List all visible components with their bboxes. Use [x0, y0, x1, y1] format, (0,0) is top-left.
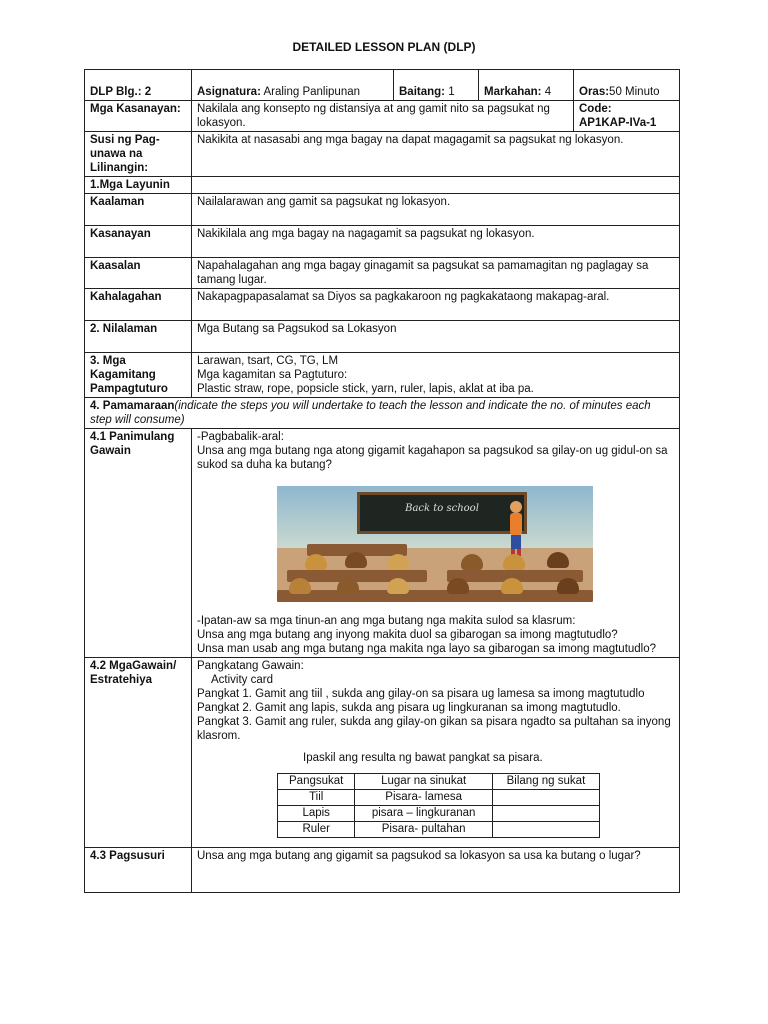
table-cell: Lapis — [278, 806, 355, 822]
asignatura-cell: Asignatura: Araling Panlipunan — [192, 70, 394, 101]
markahan-cell: Markahan: 4 — [479, 70, 574, 101]
kasanayan-objective-text: Nakikilala ang mga bagay na nagagamit sa pagsukat ng lokasyon. — [192, 226, 680, 258]
kaasalan-label: Kaasalan — [85, 258, 192, 289]
susi-label: Susi ng Pag-unawa na Lilinangin: — [85, 132, 192, 177]
chalkboard: Back to school — [357, 492, 527, 534]
pagsusuri-label: 4.3 Pagsusuri — [85, 848, 192, 893]
oras-cell: Oras:50 Minuto — [574, 70, 680, 101]
table-cell: Ruler — [278, 822, 355, 838]
baitang-cell: Baitang: 1 — [394, 70, 479, 101]
kasanayan-objective-label: Kasanayan — [85, 226, 192, 258]
panimulang-line: -Ipatan-aw sa mga tinun-an ang mga butang nga makita sulod sa klasrum: — [197, 615, 576, 627]
gawain-line: Pangkat 2. Gamit ang lapis, sukda ang pisara ug lingkuranan sa imong magtutudlo. — [197, 702, 621, 714]
kaasalan-row — [85, 258, 680, 289]
table-cell: Pisara- lamesa — [355, 790, 493, 806]
pagsusuri-text: Unsa ang mga butang ang gigamit sa pagsukod sa lokasyon sa usa ka butang o lugar? — [192, 848, 680, 893]
panimulang-line: -Pagbabalik-aral: — [197, 431, 284, 443]
kahalagahan-label: Kahalagahan — [85, 289, 192, 321]
table-cell — [492, 790, 599, 806]
code-cell: Code: AP1KAP-IVa-1 — [574, 101, 680, 132]
kaalaman-text: Nailalarawan ang gamit sa pagsukat ng lokasyon. — [192, 194, 680, 226]
document-title: DETAILED LESSON PLAN (DLP) — [292, 40, 476, 54]
results-header-cell: Lugar na sinukat — [355, 774, 493, 790]
table-cell — [492, 822, 599, 838]
table-cell: Tiil — [278, 790, 355, 806]
kasanayan-objective-row — [85, 226, 680, 258]
susi-text: Nakikita at nasasabi ang mga bagay na dapat magagamit sa pagsukat ng lokasyon. — [192, 132, 680, 177]
gawain-row — [85, 658, 680, 848]
pamamaraan-cell: 4. Pamamaraan(indicate the steps you will undertake to teach the lesson and indicate the no. of minutes each step will consume) — [85, 398, 680, 429]
pamamaraan-row — [85, 398, 680, 429]
kasanayan-row — [85, 101, 680, 132]
table-row — [278, 806, 600, 822]
gawain-line: Pangkat 1. Gamit ang tiil , sukda ang gilay-on sa pisara ug lamesa sa imong magtutudlo — [197, 688, 645, 700]
kaalaman-label: Kaalaman — [85, 194, 192, 226]
kasanayan-text: Nakilala ang konsepto ng distansiya at ang gamit nito sa pagsukat ng lokasyon. — [192, 101, 574, 132]
results-header-cell: Pangsukat — [278, 774, 355, 790]
gawain-line: Ipaskil ang resulta ng bawat pangkat sa pisara. — [303, 752, 543, 764]
panimulang-line: Unsa ang mga butang nga atong gigamit kagahapon sa pagsukod sa gilay-on ug gidul-on sa sukod sa duha ka butang? — [197, 445, 668, 471]
dlp-number: DLP Blg.: 2 — [85, 70, 192, 101]
kagamitan-line: Larawan, tsart, CG, TG, LM — [197, 355, 339, 367]
nilalaman-label: 2. Nilalaman — [85, 321, 192, 353]
gawain-line: Pangkat 3. Gamit ang ruler, sukda ang gilay-on gikan sa pisara ngadto sa pultahan sa inyong klasrom. — [197, 716, 671, 742]
kaasalan-text: Napahalagahan ang mga bagay ginagamit sa pagsukat sa pamamagitan ng paglagay sa tamang lugar. — [192, 258, 680, 289]
teacher-figure — [505, 500, 527, 556]
gawain-content — [192, 658, 680, 848]
layunin-row — [85, 177, 680, 194]
table-cell: pisara – lingkuranan — [355, 806, 493, 822]
panimulang-line: Unsa ang mga butang ang inyong makita duol sa gibarogan sa imong magtutudlo? — [197, 629, 618, 641]
nilalaman-text: Mga Butang sa Pagsukod sa Lokasyon — [192, 321, 680, 353]
panimulang-content — [192, 429, 680, 658]
kagamitan-line: Plastic straw, rope, popsicle stick, yarn, ruler, lapis, aklat at iba pa. — [197, 383, 534, 395]
gawain-line: Pangkatang Gawain: — [197, 660, 304, 672]
layunin-label: 1.Mga Layunin — [85, 177, 192, 194]
kaalaman-row — [85, 194, 680, 226]
gawain-line: Activity card — [211, 674, 273, 686]
header-row — [85, 70, 680, 101]
kagamitan-label: 3. Mga Kagamitang Pampagtuturo — [85, 353, 192, 398]
kahalagahan-row — [85, 289, 680, 321]
table-cell — [492, 806, 599, 822]
gawain-label: 4.2 MgaGawain/ Estratehiya — [85, 658, 192, 848]
results-header-cell: Bilang ng sukat — [492, 774, 599, 790]
kahalagahan-text: Nakapagpapasalamat sa Diyos sa pagkakaroon ng pagkakataong makapag-aral. — [192, 289, 680, 321]
nilalaman-row — [85, 321, 680, 353]
kagamitan-line: Mga kagamitan sa Pagtuturo: — [197, 369, 348, 381]
panimulang-row — [85, 429, 680, 658]
susi-row — [85, 132, 680, 177]
results-table — [277, 773, 600, 838]
table-cell: Pisara- pultahan — [355, 822, 493, 838]
kagamitan-text — [192, 353, 680, 398]
kasanayan-label: Mga Kasanayan: — [85, 101, 192, 132]
results-header-row — [278, 774, 600, 790]
classroom-image — [277, 486, 593, 602]
table-row — [278, 790, 600, 806]
panimulang-label: 4.1 Panimulang Gawain — [85, 429, 192, 658]
layunin-empty — [192, 177, 680, 194]
kagamitan-row — [85, 353, 680, 398]
panimulang-line: Unsa man usab ang mga butang nga makita nga layo sa gibarogan sa imong magtutudlo? — [197, 643, 657, 655]
table-row — [278, 822, 600, 838]
pagsusuri-row — [85, 848, 680, 893]
lesson-plan-table — [84, 69, 680, 893]
